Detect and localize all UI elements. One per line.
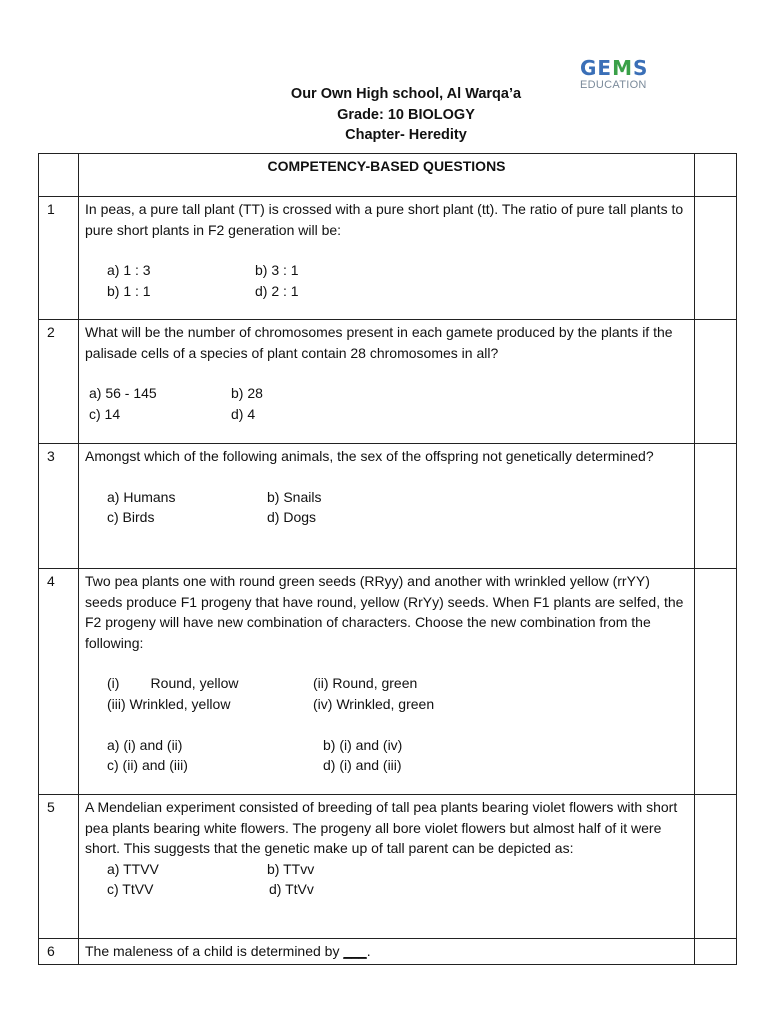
question-cell — [79, 795, 695, 939]
table-header-row — [39, 154, 737, 197]
answer-options — [85, 260, 688, 301]
option: d) 2 : 1 — [255, 282, 299, 299]
option: a) TTVV — [107, 860, 159, 877]
question-text: The maleness of a child is determined by — [85, 943, 344, 959]
grade-title: Grade: 10 BIOLOGY — [337, 106, 475, 123]
option: (iv) Wrinkled, green — [313, 695, 435, 712]
chapter-title: Chapter- Heredity — [345, 127, 467, 143]
table-title: COMPETENCY-BASED QUESTIONS — [79, 154, 695, 197]
option: (iii) Wrinkled, yellow — [107, 695, 231, 712]
option: c) 14 — [89, 405, 121, 422]
option: b) 3 : 1 — [255, 262, 299, 279]
option-line — [89, 404, 688, 425]
logo-subtitle: EDUCATION — [580, 79, 647, 91]
option-line — [107, 879, 688, 900]
question-text-end: . — [366, 943, 371, 959]
option: c) (ii) and (iii) — [107, 757, 188, 774]
question-row — [39, 320, 737, 444]
option: c) TtVV — [107, 881, 154, 898]
question-text: In peas, a pure tall plant (TT) is crossed with a pure short plant (tt). The ratio of pure tall plants to pure short plants in F2 generation will be: — [85, 201, 684, 238]
option-line — [107, 735, 688, 756]
option: (i) Round, yellow — [107, 675, 239, 692]
answer-options — [85, 383, 688, 424]
question-cell — [79, 444, 695, 569]
option-line — [107, 694, 688, 715]
option: d) Dogs — [267, 509, 317, 526]
option-line — [107, 507, 688, 528]
option-line — [107, 673, 688, 694]
option-line — [89, 383, 688, 404]
question-row — [39, 795, 737, 939]
option: (ii) Round, green — [313, 675, 418, 692]
question-cell — [79, 569, 695, 795]
character-options — [85, 673, 688, 714]
question-text: What will be the number of chromosomes present in each gamete produced by the plants if the palisade cells of a species of plant contain 28 chromosomes in all? — [85, 324, 673, 361]
question-row — [39, 444, 737, 569]
option: b) 1 : 1 — [107, 282, 151, 299]
question-row — [39, 569, 737, 795]
marks-cell — [695, 197, 737, 320]
marks-cell — [695, 939, 737, 965]
question-number: 4 — [39, 569, 79, 795]
option: b) (i) and (iv) — [323, 736, 403, 753]
question-text: Two pea plants one with round green seeds (RRyy) and another with wrinkled yellow (rrYY) seeds produce F1 progeny that have round, yellow (RrYy) seeds. When F1 plants are selfed, the F2 progeny will have new combination of characters. Choose the new combination from the following: — [85, 573, 684, 651]
school-name: Our Own High school, Al Warqa’a — [290, 86, 522, 102]
question-text: Amongst which of the following animals, the sex of the offspring not genetically determined? — [85, 448, 654, 464]
question-number: 6 — [39, 939, 79, 965]
answer-blank: ___ — [343, 943, 367, 959]
header-marks-cell — [695, 154, 737, 197]
marks-cell — [695, 444, 737, 569]
marks-cell — [695, 569, 737, 795]
question-number: 1 — [39, 197, 79, 320]
option: a) Humans — [107, 488, 176, 505]
document-header — [0, 84, 768, 146]
question-number: 2 — [39, 320, 79, 444]
question-number: 5 — [39, 795, 79, 939]
header-number-cell — [39, 154, 79, 197]
option: a) 1 : 3 — [107, 262, 151, 279]
marks-cell — [695, 795, 737, 939]
marks-cell — [695, 320, 737, 444]
answer-options — [85, 735, 688, 776]
option: a) (i) and (ii) — [107, 736, 183, 753]
option: d) (i) and (iii) — [323, 757, 402, 774]
option-line — [107, 487, 688, 508]
question-row — [39, 939, 737, 965]
logo-mark: GEMS — [580, 56, 649, 80]
option: c) Birds — [107, 509, 155, 526]
question-text: A Mendelian experiment consisted of breeding of tall pea plants bearing violet flowers with short pea plants bearing white flowers. The progeny all bore violet flowers but almost half of it were short. This suggests that the genetic make up of tall parent can be depicted as: — [85, 799, 678, 857]
option: d) TtVv — [269, 881, 314, 898]
option: a) 56 - 145 — [89, 385, 157, 402]
question-cell — [79, 939, 695, 965]
option-line — [107, 859, 688, 880]
question-cell — [79, 197, 695, 320]
option: d) 4 — [231, 405, 256, 422]
option: b) TTvv — [267, 860, 315, 877]
option-line — [107, 260, 688, 281]
question-row — [39, 197, 737, 320]
question-cell — [79, 320, 695, 444]
option-line — [107, 755, 688, 776]
option: b) 28 — [231, 385, 263, 402]
questions-table — [38, 153, 737, 965]
question-number: 3 — [39, 444, 79, 569]
answer-options — [85, 859, 688, 900]
answer-options — [85, 487, 688, 528]
option-line — [107, 281, 688, 302]
option: b) Snails — [267, 488, 322, 505]
